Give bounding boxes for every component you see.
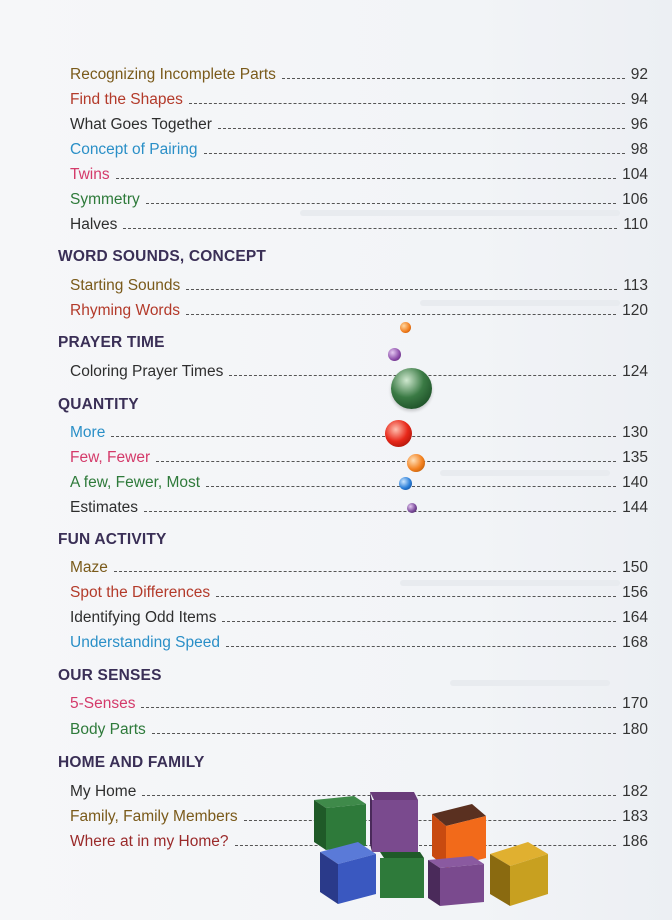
page-number: 140 [622, 474, 648, 491]
page-number: 156 [622, 584, 648, 601]
entry-title: Find the Shapes [70, 91, 183, 108]
toc-entry[interactable] [70, 553, 648, 578]
entry-title: Maze [70, 559, 108, 576]
section-heading: PRAYER TIME [58, 334, 165, 351]
entry-title: Body Parts [70, 721, 146, 738]
entry-title: Family, Family Members [70, 808, 238, 825]
page-number: 164 [622, 609, 648, 626]
entry-title: Concept of Pairing [70, 141, 198, 158]
toc-entry[interactable] [70, 493, 648, 518]
section-heading: HOME AND FAMILY [58, 754, 205, 771]
toc-entry[interactable] [70, 443, 648, 468]
page-number: 180 [622, 721, 648, 738]
page-number: 168 [622, 634, 648, 651]
entry-title: Rhyming Words [70, 302, 180, 319]
dotted-leader [144, 510, 616, 512]
show-through-line [450, 680, 610, 686]
entry-title: Recognizing Incomplete Parts [70, 66, 276, 83]
toy-blocks-illustration [300, 780, 560, 910]
toc-entry[interactable] [70, 468, 648, 493]
toc-entry[interactable] [70, 185, 648, 210]
page-number: 183 [622, 808, 648, 825]
toc-entry[interactable] [70, 628, 648, 653]
dotted-leader [204, 152, 625, 154]
page-number: 150 [622, 559, 648, 576]
entry-title: Where at in my Home? [70, 833, 229, 850]
green-block [314, 796, 366, 850]
entry-title: Understanding Speed [70, 634, 220, 651]
dotted-leader [186, 288, 617, 290]
page-number: 170 [622, 695, 648, 712]
purple-block [370, 792, 418, 852]
dotted-leader [218, 127, 625, 129]
page-number: 120 [622, 302, 648, 319]
toc-entry[interactable] [70, 357, 648, 382]
entry-title: Spot the Differences [70, 584, 211, 601]
toc-entry[interactable] [70, 715, 648, 740]
page-number: 186 [622, 833, 648, 850]
dotted-leader [156, 460, 616, 462]
toc-entry[interactable] [70, 271, 648, 296]
blue-block [320, 842, 376, 904]
entry-title: Starting Sounds [70, 277, 181, 294]
toc-entry[interactable] [70, 296, 648, 321]
page-number: 92 [630, 66, 648, 83]
section-heading: QUANTITY [58, 396, 139, 413]
page-number: 98 [630, 141, 648, 158]
page-number: 144 [622, 499, 648, 516]
page-number: 104 [622, 166, 648, 183]
purple-sphere-icon [407, 503, 417, 513]
page-number: 135 [622, 449, 648, 466]
entry-title: Symmetry [70, 191, 140, 208]
dotted-leader [282, 77, 625, 79]
entry-title: Coloring Prayer Times [70, 363, 224, 380]
dotted-leader [146, 202, 616, 204]
red-sphere-icon [385, 420, 412, 447]
yellow-block [490, 842, 548, 906]
page-number: 113 [623, 277, 648, 294]
toc-entry[interactable] [70, 689, 648, 714]
green-sphere-icon [391, 368, 432, 409]
page-number: 94 [630, 91, 648, 108]
toc-entry[interactable] [70, 210, 648, 235]
page-number: 182 [622, 783, 648, 800]
toc-entry[interactable] [70, 578, 648, 603]
dotted-leader [189, 102, 625, 104]
section-heading: FUN ACTIVITY [58, 531, 167, 548]
toc-entry[interactable] [70, 85, 648, 110]
page-number: 130 [622, 424, 648, 441]
entry-title: Halves [70, 216, 118, 233]
dotted-leader [141, 706, 616, 708]
toc-entry[interactable] [70, 418, 648, 443]
entry-title: 5-Senses [70, 695, 136, 712]
entry-title: Identifying Odd Items [70, 609, 217, 626]
entry-title: More [70, 424, 106, 441]
page-number: 96 [630, 116, 648, 133]
dotted-leader [222, 620, 616, 622]
section-heading: WORD SOUNDS, CONCEPT [58, 248, 267, 265]
entry-title: A few, Fewer, Most [70, 474, 201, 491]
dotted-leader [216, 595, 616, 597]
section-heading: OUR SENSES [58, 667, 162, 684]
dotted-leader [226, 645, 616, 647]
page-number: 124 [622, 363, 648, 380]
entry-title: My Home [70, 783, 137, 800]
toc-entry[interactable] [70, 60, 648, 85]
dotted-leader [123, 227, 617, 229]
green-block [380, 852, 424, 898]
page-number: 110 [623, 216, 648, 233]
entry-title: What Goes Together [70, 116, 212, 133]
toc-entry[interactable] [70, 135, 648, 160]
page-number: 106 [622, 191, 648, 208]
toc-entry[interactable] [70, 603, 648, 628]
entry-title: Few, Fewer [70, 449, 151, 466]
purple-block [428, 856, 484, 906]
toc-entry[interactable] [70, 110, 648, 135]
dotted-leader [186, 313, 616, 315]
dotted-leader [114, 570, 616, 572]
entry-title: Twins [70, 166, 110, 183]
blue-sphere-icon [399, 477, 412, 490]
toc-entry[interactable] [70, 160, 648, 185]
orange-sphere-icon [407, 454, 425, 472]
orange-sphere-icon [400, 322, 411, 333]
dotted-leader [111, 435, 616, 437]
dotted-leader [116, 177, 617, 179]
entry-title: Estimates [70, 499, 139, 516]
purple-sphere-icon [388, 348, 401, 361]
dotted-leader [152, 732, 616, 734]
